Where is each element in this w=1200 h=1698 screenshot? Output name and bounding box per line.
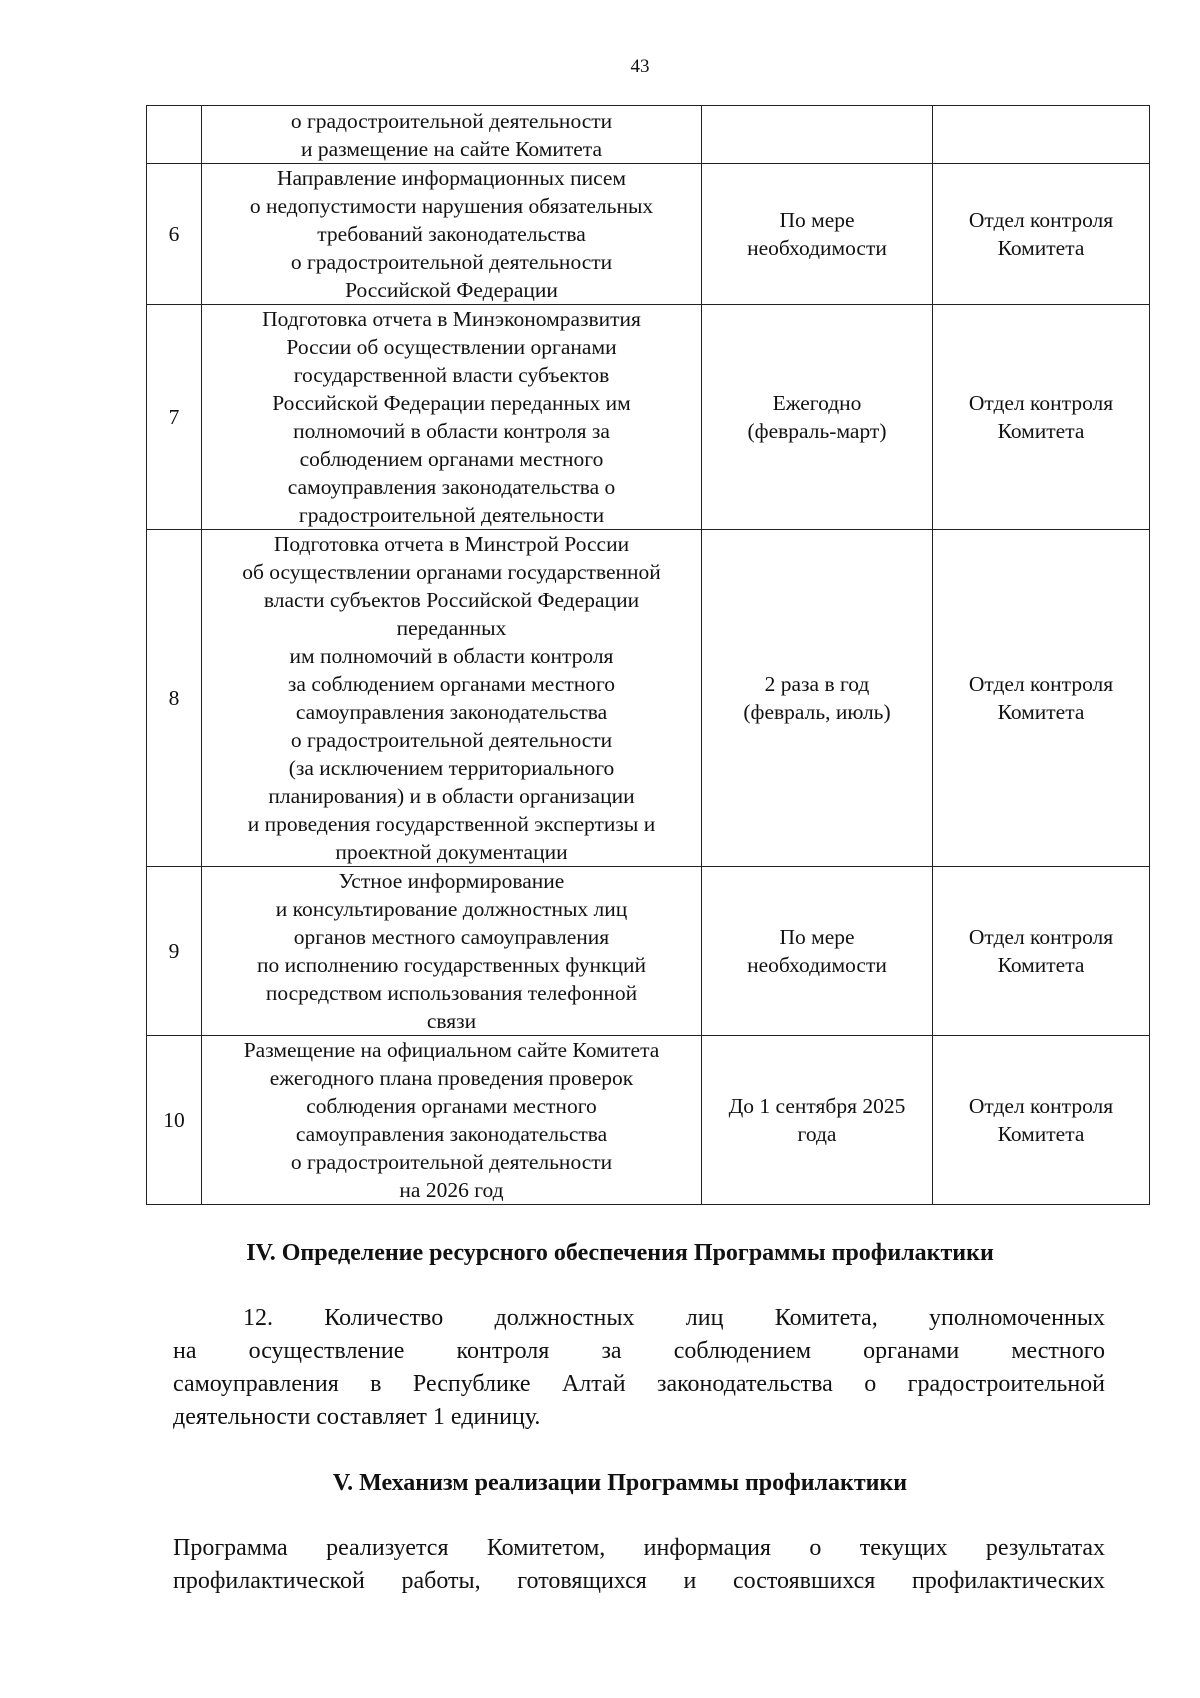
measure-line: самоуправления законодательства — [295, 700, 608, 724]
responsible-line: Комитета — [997, 1122, 1085, 1146]
section-4-heading: IV. Определение ресурсного обеспечения Программы профилактики — [246, 1240, 994, 1266]
section-4-paragraph — [173, 1302, 1105, 1434]
measure-line: России об осуществлении органами — [286, 335, 617, 359]
measure-line: и проведения государственной экспертизы и — [247, 812, 656, 836]
page-number: 43 — [630, 56, 650, 77]
prevention-plan-table — [146, 105, 1150, 1205]
term-line: 2 раза в год — [764, 672, 870, 696]
measure-line: им полномочий в области контроля — [289, 644, 614, 668]
measure-line: самоуправления законодательства — [295, 1122, 608, 1146]
row-number-cell — [147, 164, 202, 305]
responsible-line: Отдел контроля — [968, 672, 1114, 696]
row-number-cell — [147, 530, 202, 867]
measure-line: власти субъектов Российской Федерации — [263, 588, 640, 612]
measure-line: Устное информирование — [338, 869, 565, 893]
table-row — [147, 1036, 1150, 1205]
measure-line: посредством использования телефонной — [265, 981, 638, 1005]
measure-line: Подготовка отчета в Минстрой России — [273, 532, 630, 556]
measure-line: по исполнению государственных функций — [256, 953, 647, 977]
responsible-cell — [933, 530, 1150, 867]
responsible-line: Комитета — [997, 236, 1085, 260]
paragraph-line: Программа реализуется Комитетом, информация о текущих результатах — [173, 1535, 1105, 1561]
table-row — [147, 530, 1150, 867]
term-line: необходимости — [747, 953, 887, 977]
measure-line: проектной документации — [335, 840, 568, 864]
responsible-line: Отдел контроля — [968, 391, 1114, 415]
measure-line: градостроительной деятельности — [298, 503, 605, 527]
measure-line: о градостроительной деятельности — [290, 1150, 613, 1174]
measure-line: о градостроительной деятельности — [290, 108, 613, 133]
row-number-cell — [147, 305, 202, 530]
row-number: 9 — [168, 939, 180, 963]
row-number-cell — [147, 106, 202, 164]
responsible-cell — [933, 106, 1150, 164]
paragraph-line: 12. Количество должностных лиц Комитета, уполномоченных — [243, 1305, 1105, 1331]
measure-line: полномочий в области контроля за — [293, 419, 610, 443]
term-cell — [702, 305, 933, 530]
term-line: До 1 сентября 2025 — [728, 1094, 906, 1118]
term-line: Ежегодно — [772, 391, 862, 415]
measure-line: Российской Федерации переданных им — [272, 391, 631, 415]
measure-line: и размещение на сайте Комитета — [301, 136, 602, 161]
measure-line: соблюдения органами местного — [306, 1094, 597, 1118]
term-line: (февраль, июль) — [743, 700, 891, 724]
responsible-cell — [933, 164, 1150, 305]
term-cell — [702, 867, 933, 1036]
measure-line: на 2026 год — [399, 1178, 504, 1202]
paragraph-line: деятельности составляет 1 единицу. — [173, 1404, 541, 1430]
table-row — [147, 106, 1150, 164]
responsible-line: Комитета — [997, 419, 1085, 443]
term-line: По мере — [779, 925, 855, 949]
paragraph-line: профилактической работы, готовящихся и состоявшихся профилактических — [173, 1568, 1105, 1594]
row-number: 10 — [163, 1108, 185, 1132]
responsible-line: Отдел контроля — [968, 925, 1114, 949]
measure-cell — [202, 530, 702, 867]
measure-cell — [202, 1036, 702, 1205]
measure-line: органов местного самоуправления — [293, 925, 610, 949]
measure-line: государственной власти субъектов — [293, 363, 610, 387]
paragraph-line: самоуправления в Республике Алтай законодательства о градостроительной — [173, 1371, 1105, 1397]
measure-line: Российской Федерации — [345, 278, 558, 302]
responsible-cell — [933, 1036, 1150, 1205]
measure-line: требований законодательства — [317, 222, 586, 246]
responsible-line: Отдел контроля — [968, 1094, 1114, 1118]
measure-line: Подготовка отчета в Минэкономразвития — [262, 307, 641, 331]
measure-line: о недопустимости нарушения обязательных — [249, 194, 654, 218]
table-row — [147, 867, 1150, 1036]
measure-line: соблюдением органами местного — [299, 447, 604, 471]
section-5-heading: V. Механизм реализации Программы профилактики — [332, 1470, 908, 1496]
responsible-line: Комитета — [997, 953, 1085, 977]
measure-cell — [202, 164, 702, 305]
measure-line: о градостроительной деятельности — [290, 728, 613, 752]
term-line: По мере — [779, 208, 855, 232]
term-cell — [702, 530, 933, 867]
measure-cell — [202, 106, 702, 164]
measure-line: о градостроительной деятельности — [290, 250, 613, 274]
measure-line: связи — [426, 1009, 477, 1033]
responsible-line: Отдел контроля — [968, 208, 1114, 232]
measure-line: самоуправления законодательства о — [287, 475, 616, 499]
term-cell — [702, 1036, 933, 1205]
measure-cell — [202, 305, 702, 530]
responsible-line: Комитета — [997, 700, 1085, 724]
measure-line: и консультирование должностных лиц — [275, 897, 628, 921]
section-5-paragraph — [173, 1532, 1105, 1598]
measure-line: об осуществлении органами государственной — [242, 560, 661, 584]
measure-line: Размещение на официальном сайте Комитета — [243, 1038, 660, 1062]
term-line: года — [797, 1122, 837, 1146]
paragraph-line: на осуществление контроля за соблюдением органами местного — [173, 1338, 1105, 1364]
term-line: необходимости — [747, 236, 887, 260]
measure-line: ежегодного плана проведения проверок — [269, 1066, 634, 1090]
row-number: 8 — [168, 686, 180, 710]
row-number-cell — [147, 1036, 202, 1205]
measure-line: за соблюдением органами местного — [287, 672, 616, 696]
responsible-cell — [933, 867, 1150, 1036]
measure-line: Направление информационных писем — [276, 166, 627, 190]
measure-line: (за исключением территориального — [288, 756, 615, 780]
term-cell — [702, 106, 933, 164]
measure-line: переданных — [396, 616, 507, 640]
responsible-cell — [933, 305, 1150, 530]
measure-line: планирования) и в области организации — [268, 784, 635, 808]
row-number-cell — [147, 867, 202, 1036]
table-row — [147, 305, 1150, 530]
table-body — [147, 106, 1150, 1205]
table-row — [147, 164, 1150, 305]
term-cell — [702, 164, 933, 305]
row-number: 6 — [168, 222, 180, 246]
term-line: (февраль-март) — [747, 419, 887, 443]
row-number: 7 — [168, 405, 180, 429]
measure-cell — [202, 867, 702, 1036]
